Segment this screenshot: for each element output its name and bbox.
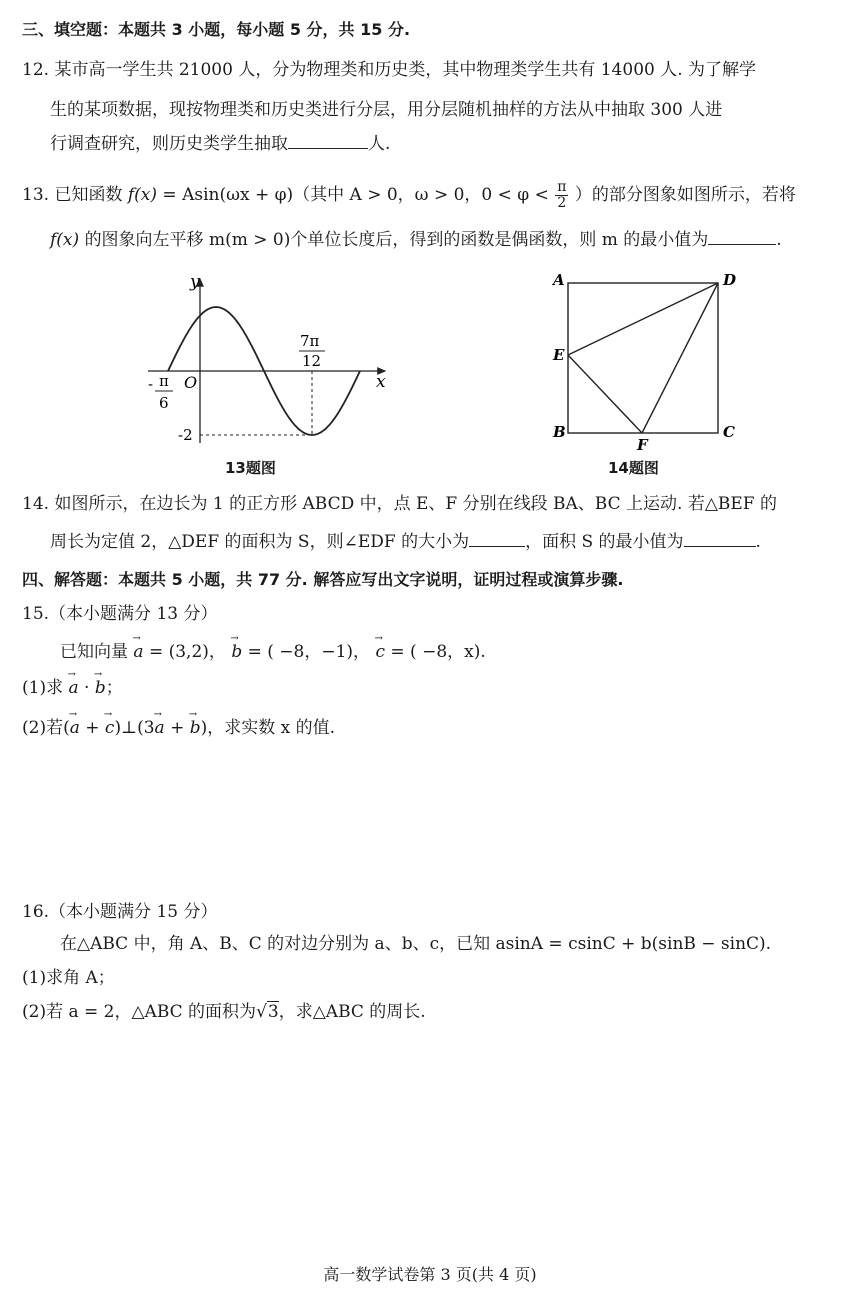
q13-number: 13. — [22, 185, 50, 205]
q16-given: 在△ABC 中，角 A、B、C 的对边分别为 a、b、c，已知 asinA = csinC + b(sinB − sinC). — [60, 934, 772, 954]
q15-p1-end: ； — [105, 678, 123, 698]
q12-text-3: 行调查研究，则历史类学生抽取 — [50, 134, 288, 154]
q15-number: 15. — [22, 604, 50, 624]
q13-text-1b: = Asin(ωx + φ)（其中 A > 0，ω > 0，0 < φ < — [162, 185, 549, 205]
vector-a: → a — [133, 640, 143, 664]
q15-p1-vec-a: → a — [69, 676, 79, 700]
q15-header — [22, 602, 218, 626]
q12-line-2: 生的某项数据，现按物理类和历史类进行分层，用分层随机抽样的方法从中抽取 300 人进 — [50, 100, 723, 120]
q14-end: . — [755, 532, 761, 552]
section-3-heading: 三、填空题：本题共 3 小题，每小题 5 分，共 15 分. — [22, 20, 411, 39]
q13-end: . — [776, 230, 782, 250]
y-axis-label: y — [190, 272, 200, 292]
point-c: C — [723, 423, 735, 441]
q15-p1-vec-b: → b — [95, 676, 106, 700]
q12-line-3 — [50, 132, 390, 156]
vector-c: → c — [375, 640, 385, 664]
q15-p2-plus: + — [85, 718, 100, 738]
figure-14-caption: 14题图 — [608, 459, 659, 477]
right-tick-den: 12 — [302, 352, 322, 370]
q15-part-2 — [22, 716, 335, 740]
q12-text-3-end: 人. — [368, 134, 391, 154]
figure-13-graph — [140, 265, 400, 450]
min-value-label: -2 — [178, 426, 193, 444]
q15-p2-vec-a2: → a — [155, 716, 165, 740]
point-b: B — [553, 423, 566, 441]
q13-text-1c: ）的部分图象如图所示，若将 — [574, 185, 796, 205]
q15-p2-pre: (2)若( — [22, 718, 70, 738]
figure-13-caption: 13题图 — [225, 459, 276, 477]
q16-part-2: (2)若 a = 2，△ABC 的面积为√3，求△ABC 的周长. — [22, 1002, 426, 1022]
page-footer: 高一数学试卷第 3 页(共 4 页) — [323, 1265, 537, 1284]
q16-p2-pre: (2)若 a = 2，△ABC 的面积为 — [22, 1002, 257, 1022]
q15-p2-vec-b: → b — [190, 716, 201, 740]
left-tick-num: π — [159, 372, 169, 390]
q14-text-2a: 周长为定值 2，△DEF 的面积为 S，则∠EDF 的大小为 — [50, 532, 470, 552]
q16-sqrt-3: 3 — [267, 1002, 279, 1022]
q14-line-1 — [22, 492, 777, 516]
q12-number: 12. — [22, 60, 50, 80]
q12-answer-blank[interactable] — [288, 132, 368, 149]
q12-line-1 — [22, 58, 756, 82]
q13-fx-2: f(x) — [50, 230, 80, 250]
section-4-heading: 四、解答题：本题共 5 小题，共 77 分. 解答应写出文字说明，证明过程或演算步骤. — [22, 570, 624, 589]
q16-part-1: (1)求角 A； — [22, 968, 115, 988]
q15-p2-end: )，求实数 x 的值. — [200, 718, 336, 738]
neg-sign: - — [148, 375, 154, 393]
segment-fd — [642, 283, 718, 433]
q15-score: （本小题满分 13 分） — [49, 604, 218, 624]
vector-a-value: = (3,2)， — [148, 642, 226, 662]
origin-label: O — [184, 373, 198, 392]
point-d: D — [723, 271, 737, 289]
segment-ed — [568, 283, 718, 355]
q15-p2-plus2: + — [170, 718, 185, 738]
q16-number: 16. — [22, 902, 50, 922]
q13-text-1a: 已知函数 — [54, 185, 123, 205]
q12-text-1: 某市高一学生共 21000 人，分为物理类和历史类，其中物理类学生共有 14000 人. 为了解学 — [54, 60, 757, 80]
q14-text-1: 如图所示，在边长为 1 的正方形 ABCD 中，点 E、F 分别在线段 BA、BC 上运动. 若△BEF 的 — [54, 494, 777, 514]
q14-text-2b: ，面积 S 的最小值为 — [525, 532, 684, 552]
left-tick-den: 6 — [159, 394, 169, 412]
square-abcd — [568, 283, 718, 433]
q15-p2-vec-c: → c — [105, 716, 115, 740]
q13-pi-over-2: $\frac{\pi}{2}$ — [557, 179, 567, 211]
q16-header — [22, 900, 218, 924]
q15-part-1 — [22, 676, 123, 700]
x-axis-label: x — [376, 372, 386, 392]
q16-p2-post: ，求△ABC 的周长. — [278, 1002, 426, 1022]
q13-answer-blank[interactable] — [708, 228, 776, 245]
q14-number: 14. — [22, 494, 50, 514]
q15-p2-mid: )⊥(3 — [114, 718, 155, 738]
figure-14-square — [545, 265, 745, 455]
q15-p1-dot: · — [84, 678, 90, 698]
q14-angle-blank[interactable] — [469, 530, 525, 547]
vector-c-value: = ( −8，x). — [390, 642, 486, 662]
q13-fx: f(x) — [127, 185, 158, 205]
segment-ef — [568, 355, 642, 433]
q16-score: （本小题满分 15 分） — [49, 902, 218, 922]
q15-p1-pre: (1)求 — [22, 678, 64, 698]
q14-area-blank[interactable] — [684, 530, 756, 547]
point-f: F — [637, 436, 648, 454]
q15-p2-vec-a: → a — [70, 716, 80, 740]
point-a: A — [553, 271, 565, 289]
q13-line-2 — [50, 228, 782, 252]
q14-line-2 — [50, 530, 761, 554]
right-tick-num: 7π — [300, 332, 320, 350]
q13-line-1 — [22, 180, 796, 211]
vector-b: → b — [231, 640, 242, 664]
q15-given — [60, 640, 486, 664]
vector-b-value: = ( −8，−1)， — [247, 642, 371, 662]
q15-given-pre: 已知向量 — [60, 642, 128, 662]
point-e: E — [553, 346, 565, 364]
q13-text-2: 的图象向左平移 m(m > 0)个单位长度后，得到的函数是偶函数，则 m 的最小值为 — [84, 230, 709, 250]
